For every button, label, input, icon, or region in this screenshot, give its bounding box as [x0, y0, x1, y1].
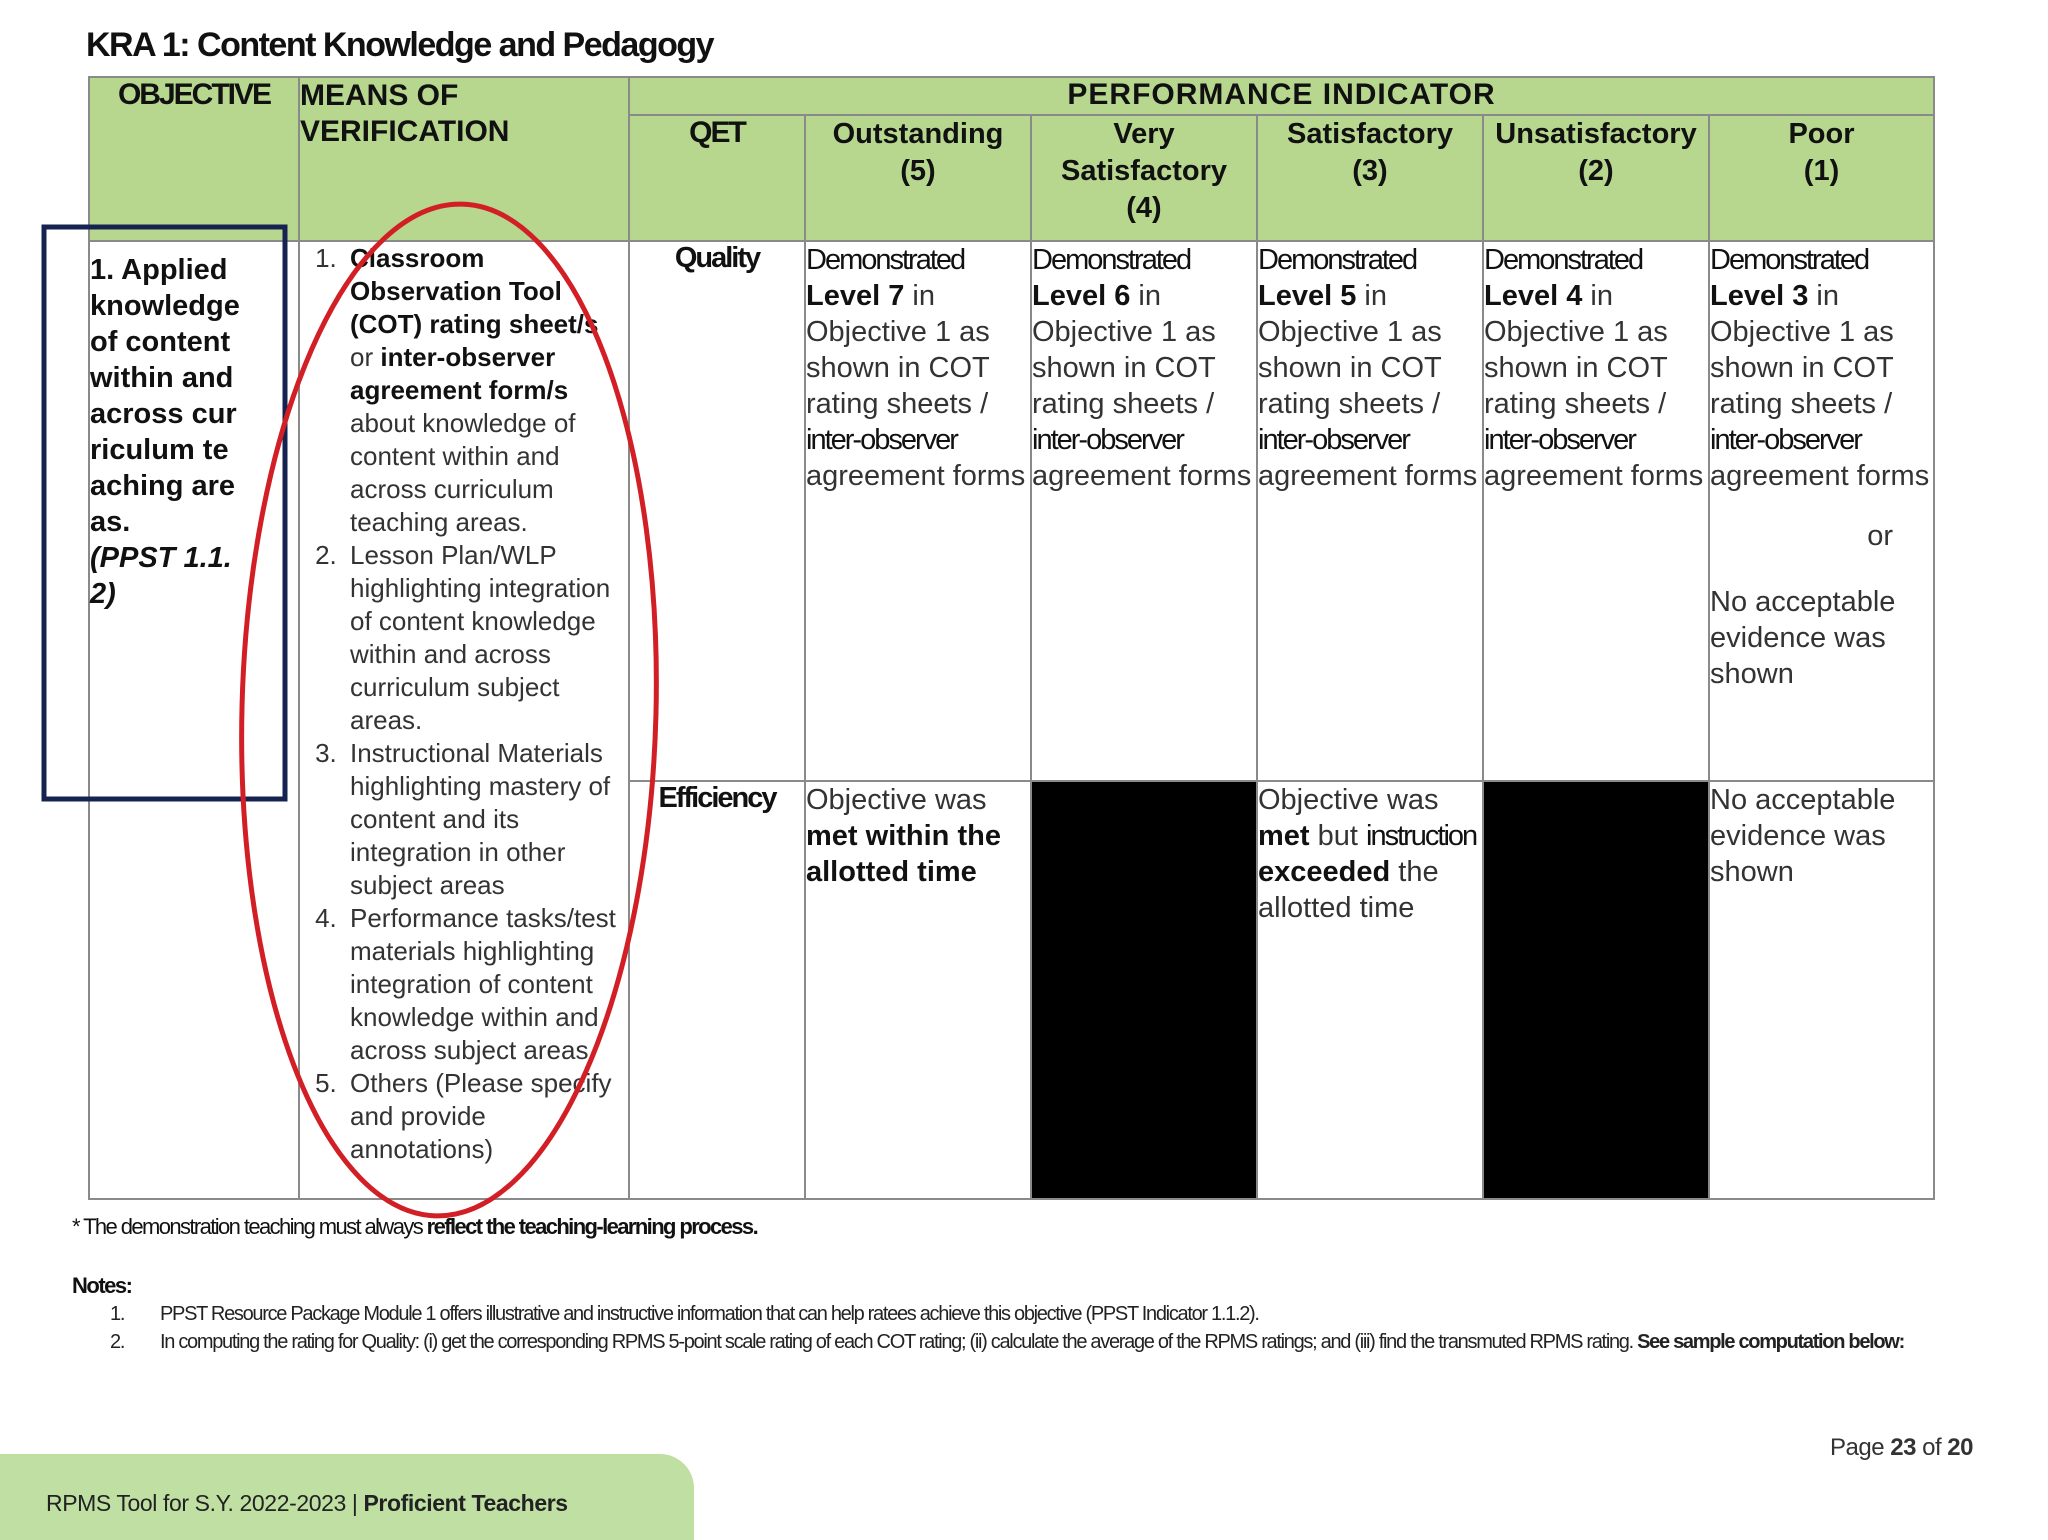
page-number: Page 23 of 20	[1830, 1434, 1973, 1461]
objective-ppst: (PPST 1.1.2)	[90, 542, 232, 610]
objective-text: 1. Applied knowledge of content within and across curriculum teaching areas. (PPST 1.1.2)	[90, 254, 240, 610]
header-qet: QET	[629, 115, 805, 241]
footer-band	[0, 1454, 694, 1540]
efficiency-satisfactory: Objective was met but instruction exceeded the allotted time	[1257, 781, 1483, 1199]
header-rating-very-satisfactory: Very Satisfactory (4)	[1031, 115, 1257, 241]
quality-very-satisfactory: Demonstrated Level 6 in Objective 1 as shown in COT rating sheets / inter-observer agreement forms	[1031, 241, 1257, 781]
header-rating-satisfactory: Satisfactory (3)	[1257, 115, 1483, 241]
header-rating-outstanding: Outstanding (5)	[805, 115, 1031, 241]
means-of-verification-cell	[299, 241, 629, 1199]
header-objective: OBJECTIVE	[89, 77, 299, 241]
header-performance-indicator: PERFORMANCE INDICATOR	[629, 77, 1934, 115]
mov-item: 5. Others (Please specify and provide annotations)	[344, 1067, 628, 1166]
qet-efficiency: Efficiency	[629, 781, 805, 1199]
kra-title: KRA 1: Content Knowledge and Pedagogy	[86, 26, 714, 64]
header-rating-unsatisfactory: Unsatisfactory (2)	[1483, 115, 1709, 241]
header-rating-poor: Poor (1)	[1709, 115, 1934, 241]
footer-text: RPMS Tool for S.Y. 2022-2023 | Proficient Teachers	[46, 1490, 568, 1516]
objective-cell	[89, 241, 299, 1199]
qet-quality: Quality	[629, 241, 805, 781]
quality-unsatisfactory: Demonstrated Level 4 in Objective 1 as shown in COT rating sheets / inter-observer agreement forms	[1483, 241, 1709, 781]
quality-poor-or: or	[1867, 520, 1894, 552]
quality-outstanding: Demonstrated Level 7 in Objective 1 as shown in COT rating sheets / inter-observer agreement forms	[805, 241, 1031, 781]
quality-poor: Demonstrated Level 3 in Objective 1 as shown in COT rating sheets / inter-observer agreement forms or No acceptable evidence was shown	[1709, 241, 1934, 781]
rubric-table	[88, 76, 1935, 1200]
note-item: 1. PPST Resource Package Module 1 offers illustrative and instructive information that can help ratees achieve this objective (PPST Indicator 1.1.2).	[110, 1303, 1259, 1325]
means-of-verification-list	[300, 242, 628, 1166]
notes-label: Notes:	[72, 1273, 132, 1298]
efficiency-outstanding: Objective was met within the allotted time	[805, 781, 1031, 1199]
footnote: * The demonstration teaching must always reflect the teaching-learning process.	[72, 1214, 758, 1239]
notes-list	[110, 1300, 1940, 1356]
header-means-of-verification: MEANS OF VERIFICATION	[299, 77, 629, 241]
efficiency-poor: No acceptable evidence was shown	[1709, 781, 1934, 1199]
quality-satisfactory: Demonstrated Level 5 in Objective 1 as shown in COT rating sheets / inter-observer agreement forms	[1257, 241, 1483, 781]
quality-poor-alt: No acceptable evidence was shown	[1710, 586, 1896, 690]
mov-item: 3. Instructional Materials highlighting mastery of content and its integration in other subject areas	[344, 737, 628, 902]
mov-item: 1. Classroom Observation Tool (COT) rating sheet/s or inter-observer agreement form/s about knowledge of content within and across curriculum teaching areas.	[344, 242, 628, 539]
efficiency-unsatisfactory-redacted	[1483, 781, 1709, 1199]
efficiency-very-satisfactory-redacted	[1031, 781, 1257, 1199]
mov-item: 4. Performance tasks/test materials highlighting integration of content knowledge within and across subject areas.	[344, 902, 628, 1067]
mov-item: 2. Lesson Plan/WLP highlighting integration of content knowledge within and across curriculum subject areas.	[344, 539, 628, 737]
note-item: 2. In computing the rating for Quality: (i) get the corresponding RPMS 5-point scale rating of each COT rating; (ii) calculate the average of the RPMS ratings; and (iii) find the transmuted RPMS rating. See sample computation below:	[110, 1331, 1904, 1353]
